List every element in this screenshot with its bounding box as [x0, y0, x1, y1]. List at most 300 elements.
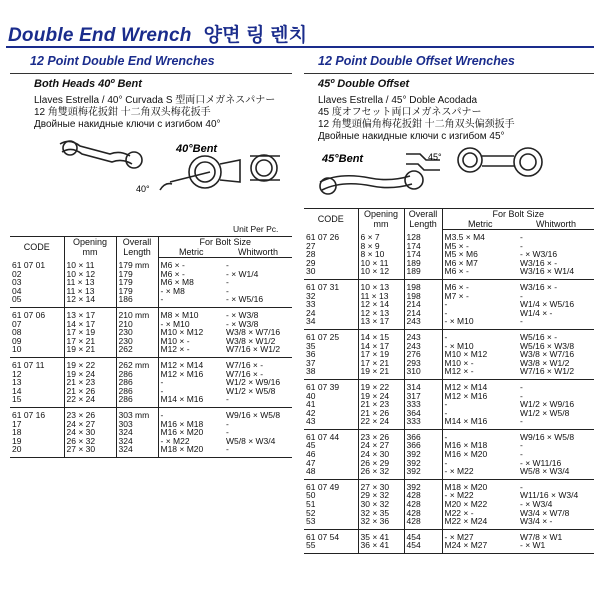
metric-cell: -: [158, 378, 224, 387]
left-desc-1: Llaves Estrella / 40° Curvada S 型両口メガネスパナー: [34, 95, 276, 106]
metric-cell: M22 × -: [442, 509, 518, 518]
table-row: [304, 517, 594, 529]
left-spec-table: [10, 236, 292, 458]
code-cell: 46: [306, 449, 316, 460]
whitworth-cell: - × W1: [518, 541, 594, 553]
code-cell: 07: [12, 318, 22, 329]
row-group: [304, 429, 594, 479]
whitworth-cell: W7/8 × W1: [520, 531, 563, 542]
length-cell: 174: [404, 250, 442, 259]
table-row: [10, 437, 292, 446]
left-section-title: 12 Point Double End Wrenches: [30, 54, 215, 68]
col-length: Overall Length: [116, 237, 158, 258]
length-cell: 324: [116, 445, 158, 457]
opening-cell: 24 × 27: [358, 441, 404, 450]
length-cell: 333: [404, 417, 442, 429]
table-row: [304, 367, 594, 379]
whitworth-cell: -: [520, 381, 523, 392]
table-row: [10, 278, 292, 287]
opening-cell: 36 × 41: [358, 541, 404, 553]
metric-cell: - × M10: [158, 320, 224, 329]
code-cell: 04: [12, 285, 22, 296]
whitworth-cell: -: [226, 427, 229, 438]
code-cell: 40: [306, 390, 316, 401]
length-cell: 454: [404, 529, 442, 541]
code-cell: 19: [12, 435, 22, 446]
opening-cell: 13 × 17: [358, 317, 404, 329]
whitworth-cell: W9/16 × W5/8: [226, 409, 281, 420]
row-group: [304, 529, 594, 553]
length-cell: 189: [404, 259, 442, 268]
opening-cell: 8 × 9: [358, 242, 404, 251]
length-cell: 262: [116, 345, 158, 357]
metric-cell: M24 × M27: [442, 541, 518, 553]
code-cell: 14: [12, 385, 22, 396]
page-title-english: Double End Wrench: [8, 25, 192, 46]
metric-cell: M16 × M18: [158, 420, 224, 429]
code-cell: 61 07 26: [306, 231, 340, 242]
code-cell: 61 07 01: [12, 259, 46, 270]
metric-cell: M12 × M14: [158, 357, 224, 369]
opening-cell: 10 × 12: [64, 270, 116, 279]
length-cell: 428: [404, 509, 442, 518]
opening-cell: 22 × 24: [64, 395, 116, 407]
length-cell: 428: [404, 517, 442, 529]
left-subtitle: Both Heads 40º Bent: [34, 78, 142, 90]
metric-cell: M5 × -: [442, 242, 518, 251]
table-row: [10, 270, 292, 279]
metric-cell: M14 × M16: [158, 395, 224, 407]
whitworth-cell: - × W11/16: [520, 457, 562, 468]
whitworth-cell: -: [224, 395, 292, 407]
opening-cell: 12 × 14: [64, 295, 116, 307]
whitworth-cell: W1/2 × W9/16: [226, 377, 281, 388]
whitworth-cell: -: [520, 290, 523, 301]
code-cell: 37: [306, 357, 316, 368]
opening-cell: 11 × 13: [64, 278, 116, 287]
metric-cell: - × M22: [158, 437, 224, 446]
whitworth-cell: W7/16 × W1/2: [518, 367, 594, 379]
length-cell: 317: [404, 392, 442, 401]
right-desc-3: 12 角雙頭偏角梅花扳鉗 十二角双头偏颈扳手: [318, 119, 515, 130]
metric-cell: M18 × M20: [158, 445, 224, 457]
offset-angle-label: 45°: [428, 152, 442, 162]
length-cell: 392: [404, 459, 442, 468]
table-row: [10, 295, 292, 307]
opening-cell: 14 × 15: [358, 329, 404, 341]
whitworth-cell: -: [520, 240, 523, 251]
metric-cell: M16 × M20: [158, 428, 224, 437]
metric-cell: - × M8: [158, 287, 224, 296]
code-cell: 05: [10, 295, 64, 307]
length-cell: 293: [404, 359, 442, 368]
metric-cell: -: [442, 409, 518, 418]
opening-cell: 11 × 13: [64, 287, 116, 296]
length-cell: 286: [116, 370, 158, 379]
opening-cell: 19 × 22: [64, 357, 116, 369]
length-cell: 179: [116, 270, 158, 279]
whitworth-cell: W11/16 × W3/4: [520, 490, 579, 501]
row-group: [304, 279, 594, 329]
whitworth-cell: -: [226, 260, 229, 270]
opening-cell: 10 × 13: [358, 279, 404, 291]
right-section-divider: [304, 73, 594, 74]
table-row: [304, 279, 594, 291]
whitworth-cell: - × W1/4: [226, 268, 259, 279]
metric-cell: M22 × M24: [442, 517, 518, 529]
metric-cell: M14 × M16: [442, 417, 518, 429]
code-cell: 13: [12, 377, 22, 388]
code-cell: 61 07 25: [306, 331, 340, 342]
opening-cell: 10 × 11: [358, 259, 404, 268]
length-cell: 303 mm: [116, 407, 158, 419]
whitworth-cell: W3/16 × -: [520, 257, 558, 268]
code-cell: 36: [306, 349, 316, 360]
opening-cell: 19 × 24: [358, 392, 404, 401]
length-cell: 428: [404, 491, 442, 500]
opening-cell: 12 × 14: [358, 300, 404, 309]
code-cell: 52: [306, 507, 316, 518]
whitworth-cell: -: [520, 481, 523, 492]
table-row: [10, 407, 292, 419]
whitworth-cell: W1/2 × W9/16: [520, 399, 575, 410]
whitworth-cell: W1/2 × W5/8: [226, 385, 276, 396]
code-cell: 30: [304, 267, 358, 279]
length-cell: 366: [404, 441, 442, 450]
length-cell: 198: [404, 279, 442, 291]
whitworth-cell: W1/4 × -: [520, 307, 553, 318]
code-cell: 43: [304, 417, 358, 429]
metric-cell: M10 × M12: [158, 328, 224, 337]
whitworth-cell: W5/16 × -: [520, 331, 558, 342]
code-cell: 61 07 11: [12, 359, 45, 370]
code-cell: 18: [12, 427, 22, 438]
metric-cell: - × M10: [442, 342, 518, 351]
code-cell: 35: [306, 340, 316, 351]
code-cell: 61 07 54: [306, 531, 340, 542]
metric-cell: - × M27: [442, 529, 518, 541]
length-cell: 392: [404, 479, 442, 491]
length-cell: 333: [404, 400, 442, 409]
table-row: [10, 258, 292, 270]
metric-cell: M10 × -: [442, 359, 518, 368]
right-subtitle: 45º Double Offset: [318, 78, 410, 90]
whitworth-cell: W3/4 × W7/8: [520, 507, 570, 518]
col-code: CODE: [10, 237, 64, 258]
length-cell: 324: [116, 437, 158, 446]
length-cell: 366: [404, 429, 442, 441]
col-metric: Metric: [158, 247, 224, 258]
metric-cell: - × M22: [442, 491, 518, 500]
opening-cell: 21 × 26: [64, 387, 116, 396]
opening-cell: 19 × 21: [358, 367, 404, 379]
whitworth-cell: -: [520, 390, 523, 401]
col-opening: Opening mm: [358, 209, 404, 230]
code-cell: 61 07 16: [12, 409, 46, 420]
code-cell: 41: [306, 399, 316, 410]
code-cell: 61 07 49: [306, 481, 340, 492]
table-row: [304, 317, 594, 329]
table-row: [10, 387, 292, 396]
code-cell: 24: [306, 307, 316, 318]
whitworth-cell: W3/4 × -: [518, 517, 594, 529]
length-cell: 210: [116, 320, 158, 329]
angle-label: 40°: [136, 184, 150, 194]
whitworth-cell: W9/16 × W5/8: [520, 431, 575, 442]
opening-cell: 21 × 23: [64, 378, 116, 387]
opening-cell: 29 × 32: [358, 491, 404, 500]
opening-cell: 21 × 26: [358, 409, 404, 418]
whitworth-cell: W5/8 × W3/4: [518, 467, 594, 479]
whitworth-cell: -: [520, 449, 523, 460]
whitworth-cell: -: [226, 285, 229, 296]
whitworth-cell: W7/16 × -: [226, 359, 264, 370]
whitworth-cell: -: [226, 418, 229, 429]
code-cell: 33: [306, 299, 316, 310]
code-cell: 48: [304, 467, 358, 479]
length-cell: 243: [404, 317, 442, 329]
metric-cell: M7 × -: [442, 292, 518, 301]
length-cell: 230: [116, 337, 158, 346]
col-length: Overall Length: [404, 209, 442, 230]
code-cell: 02: [12, 268, 22, 279]
length-cell: 392: [404, 450, 442, 459]
opening-cell: 21 × 23: [358, 400, 404, 409]
metric-cell: M12 × M16: [442, 392, 518, 401]
length-cell: 314: [404, 379, 442, 391]
metric-cell: M6 × -: [158, 258, 224, 270]
metric-cell: M6 × -: [442, 267, 518, 279]
metric-cell: -: [442, 329, 518, 341]
metric-cell: M12 × M14: [442, 379, 518, 391]
whitworth-cell: - × W3/4: [520, 499, 553, 510]
metric-cell: M16 × M20: [442, 450, 518, 459]
length-cell: 454: [404, 541, 442, 553]
code-cell: 61 07 06: [12, 309, 46, 320]
length-cell: 174: [404, 242, 442, 251]
wrench-45-offset-illustration: [310, 142, 590, 204]
unit-label: Unit Per Pc.: [233, 224, 279, 234]
whitworth-cell: W1/4 × W5/16: [520, 299, 575, 310]
opening-cell: 10 × 12: [358, 267, 404, 279]
whitworth-cell: -: [518, 317, 594, 329]
right-section-title: 12 Point Double Offset Wrenches: [318, 54, 515, 68]
col-whitworth: Whitworth: [518, 219, 594, 230]
right-desc-1: Llaves Estrella / 45° Doble Acodada: [318, 95, 478, 106]
table-row: [304, 329, 594, 341]
code-cell: 42: [306, 407, 316, 418]
metric-cell: -: [442, 459, 518, 468]
opening-cell: 26 × 32: [358, 467, 404, 479]
metric-cell: M10 × -: [158, 337, 224, 346]
table-row: [304, 541, 594, 553]
code-cell: 17: [12, 418, 22, 429]
opening-cell: 19 × 24: [64, 370, 116, 379]
table-row: [10, 420, 292, 429]
opening-cell: 14 × 17: [358, 342, 404, 351]
row-group: [304, 379, 594, 429]
metric-cell: -: [158, 387, 224, 396]
left-section-divider: [10, 73, 292, 74]
table-row: [304, 230, 594, 242]
length-cell: 276: [404, 350, 442, 359]
page-title-korean: 양면 링 렌치: [203, 25, 308, 46]
length-cell: 189: [404, 267, 442, 279]
table-row: [10, 395, 292, 407]
code-cell: 34: [304, 317, 358, 329]
table-row: [10, 445, 292, 457]
length-cell: 214: [404, 309, 442, 318]
table-row: [304, 467, 594, 479]
whitworth-cell: -: [226, 277, 229, 288]
right-spec-table: [304, 208, 594, 554]
code-cell: 53: [304, 517, 358, 529]
opening-cell: 27 × 30: [64, 445, 116, 457]
length-cell: 179: [116, 287, 158, 296]
opening-cell: 35 × 41: [358, 529, 404, 541]
metric-cell: -: [442, 309, 518, 318]
whitworth-cell: -: [518, 417, 594, 429]
length-cell: 286: [116, 387, 158, 396]
row-group: [10, 258, 292, 308]
col-opening: Opening mm: [64, 237, 116, 258]
code-cell: 32: [306, 290, 316, 301]
row-group: [304, 479, 594, 529]
code-cell: 29: [306, 257, 316, 268]
whitworth-cell: W1/2 × W5/8: [520, 407, 570, 418]
col-metric: Metric: [442, 219, 518, 230]
length-cell: 230: [116, 328, 158, 337]
length-cell: 243: [404, 329, 442, 341]
metric-cell: -: [442, 429, 518, 441]
whitworth-cell: - × W5/16: [224, 295, 292, 307]
whitworth-cell: W3/8 × W1/2: [520, 357, 570, 368]
length-cell: 364: [404, 409, 442, 418]
right-desc-2: 45 度オフセット両口メガネスパナー: [318, 107, 482, 118]
left-desc-3: Двойные накидные ключи с изгибом 40°: [34, 119, 221, 130]
table-row: [304, 267, 594, 279]
metric-cell: M6 × M8: [158, 278, 224, 287]
code-cell: 61 07 39: [306, 381, 340, 392]
code-cell: 20: [10, 445, 64, 457]
code-cell: 03: [12, 277, 22, 288]
length-cell: 310: [404, 367, 442, 379]
table-row: [304, 417, 594, 429]
whitworth-cell: - × W3/8: [226, 309, 259, 320]
metric-cell: M16 × M18: [442, 441, 518, 450]
metric-cell: -: [442, 400, 518, 409]
code-cell: 55: [304, 541, 358, 553]
page-title: [8, 20, 307, 47]
metric-cell: M10 × M12: [442, 350, 518, 359]
col-code: CODE: [304, 209, 358, 230]
length-cell: 179: [116, 278, 158, 287]
length-cell: 128: [404, 230, 442, 242]
whitworth-cell: W3/16 × -: [520, 281, 558, 292]
code-cell: 38: [304, 367, 358, 379]
bent-label: 40°Bent: [176, 143, 218, 155]
opening-cell: 17 × 21: [64, 337, 116, 346]
length-cell: 392: [404, 467, 442, 479]
whitworth-cell: - × W3/8: [226, 318, 259, 329]
whitworth-cell: W3/8 × W7/16: [520, 349, 575, 360]
code-cell: 09: [12, 335, 22, 346]
opening-cell: 19 × 22: [358, 379, 404, 391]
metric-cell: M6 × M7: [442, 259, 518, 268]
metric-cell: -: [158, 407, 224, 419]
opening-cell: 32 × 36: [358, 517, 404, 529]
opening-cell: 17 × 19: [64, 328, 116, 337]
col-whitworth: Whitworth: [224, 247, 292, 258]
metric-cell: M3.5 × M4: [442, 230, 518, 242]
offset-label: 45°Bent: [322, 153, 364, 165]
code-cell: 12: [12, 368, 22, 379]
whitworth-cell: -: [520, 232, 523, 242]
length-cell: 262 mm: [116, 357, 158, 369]
row-group: [10, 357, 292, 407]
code-cell: 51: [306, 499, 316, 510]
code-cell: 50: [306, 490, 316, 501]
code-cell: 61 07 31: [306, 281, 340, 292]
code-cell: 45: [306, 440, 316, 451]
length-cell: 286: [116, 378, 158, 387]
opening-cell: 24 × 30: [358, 450, 404, 459]
whitworth-cell: -: [224, 445, 292, 457]
opening-cell: 10 × 11: [64, 258, 116, 270]
length-cell: 324: [116, 428, 158, 437]
opening-cell: 26 × 32: [64, 437, 116, 446]
opening-cell: 23 × 26: [358, 429, 404, 441]
whitworth-cell: W5/16 × W3/8: [520, 340, 575, 351]
opening-cell: 14 × 17: [64, 320, 116, 329]
whitworth-cell: W3/8 × W7/16: [226, 327, 281, 338]
table-row: [10, 357, 292, 369]
metric-cell: M6 × -: [442, 279, 518, 291]
opening-cell: 24 × 27: [64, 420, 116, 429]
code-cell: 10: [10, 345, 64, 357]
length-cell: 179 mm: [116, 258, 158, 270]
opening-cell: 26 × 29: [358, 459, 404, 468]
opening-cell: 23 × 26: [64, 407, 116, 419]
code-cell: 28: [306, 249, 316, 260]
metric-cell: M8 × M10: [158, 307, 224, 319]
code-cell: 15: [10, 395, 64, 407]
opening-cell: 13 × 17: [64, 307, 116, 319]
length-cell: 210 mm: [116, 307, 158, 319]
metric-cell: M12 × -: [158, 345, 224, 357]
wrench-40-bent-illustration: [50, 134, 300, 204]
opening-cell: 12 × 13: [358, 309, 404, 318]
opening-cell: 22 × 24: [358, 417, 404, 429]
whitworth-cell: W3/16 × W1/4: [518, 267, 594, 279]
whitworth-cell: W3/8 × W1/2: [226, 335, 276, 346]
opening-cell: 32 × 35: [358, 509, 404, 518]
length-cell: 198: [404, 292, 442, 301]
metric-cell: M18 × M20: [442, 479, 518, 491]
code-cell: 27: [306, 240, 316, 251]
whitworth-cell: W5/8 × W3/4: [226, 435, 276, 446]
opening-cell: 19 × 21: [64, 345, 116, 357]
length-cell: 303: [116, 420, 158, 429]
table-row: [10, 307, 292, 319]
metric-cell: M6 × -: [158, 270, 224, 279]
col-bolt-size: For Bolt Size: [442, 209, 594, 220]
metric-cell: -: [158, 295, 224, 307]
length-cell: 243: [404, 342, 442, 351]
opening-cell: 30 × 32: [358, 500, 404, 509]
code-cell: 61 07 44: [306, 431, 340, 442]
whitworth-cell: -: [520, 440, 523, 451]
